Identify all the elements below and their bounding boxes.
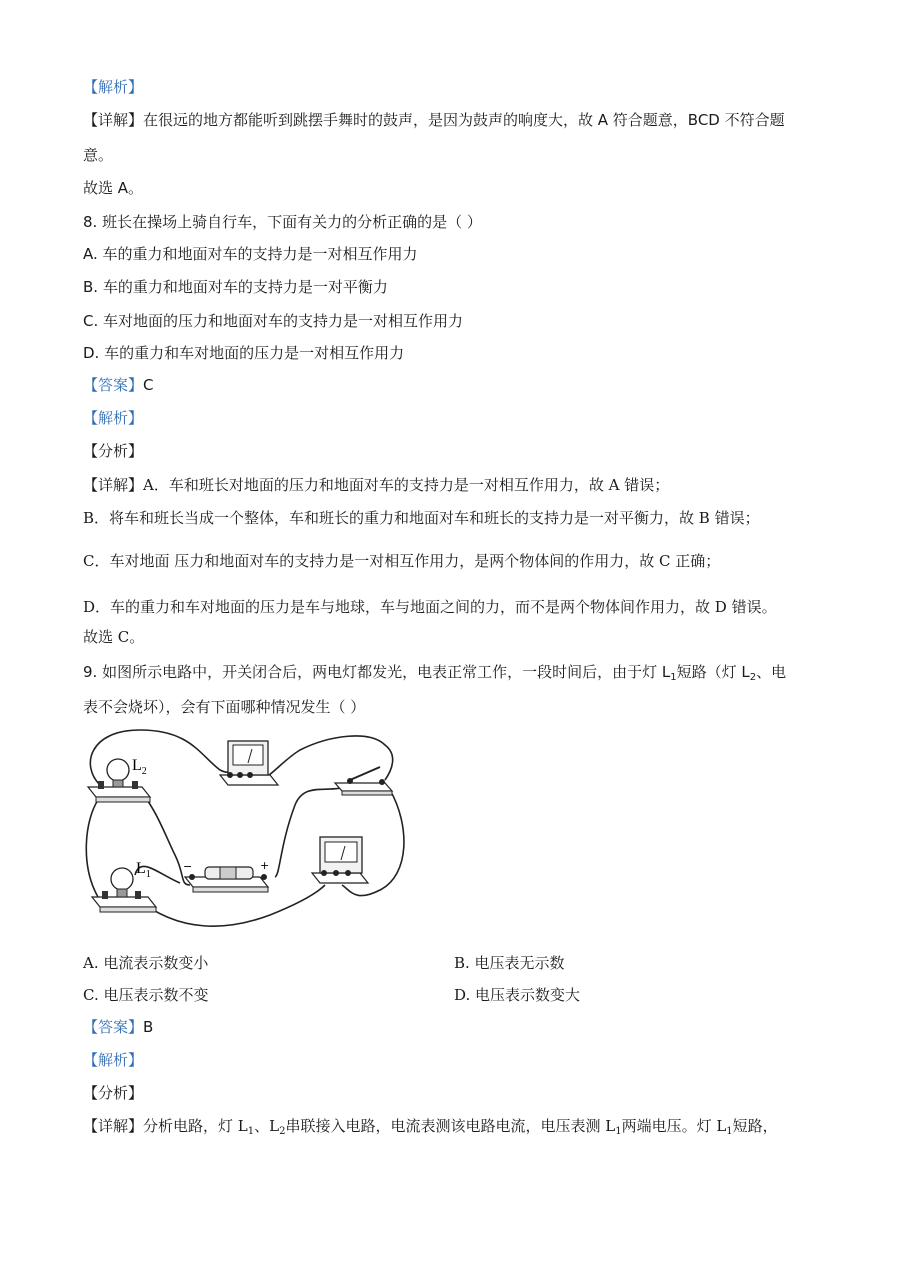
lamp-l2-label: $L_2$: [132, 757, 147, 777]
question-8-option-a: A. 车的重力和地面对车的支持力是一对相互作用力: [83, 245, 418, 263]
wire: [86, 800, 98, 897]
switch: [335, 767, 392, 795]
battery-plus-label: +: [260, 859, 270, 872]
question-8-option-d: D. 车的重力和车对地面的压力是一对相互作用力: [83, 344, 405, 362]
answer-tag: 【答案】: [83, 1018, 144, 1036]
question-8-fenxi-label: 【分析】: [83, 442, 144, 460]
question-9-jiexi-label: 【解析】: [83, 1051, 144, 1069]
detail-text: 【详解】在很远的地方都能听到跳摆手舞时的鼓声，是因为鼓声的响度大，故 A 符合题意，BCD 不符合题: [83, 111, 785, 129]
question-9-stem: 9. 如图所示电路中，开关闭合后，两电灯都发光，电表正常工作，一段时间后，由于灯 $L_1$短路（灯 $L_2$、电: [83, 663, 787, 683]
ammeter: [220, 741, 278, 785]
question-8-stem: 8. 班长在操场上骑自行车，下面有关力的分析正确的是（ ）: [83, 213, 482, 231]
question-8-answer: [83, 375, 154, 395]
question-9-option-b: B. 电压表无示数: [454, 954, 565, 972]
detail-text-continued: 意。: [83, 146, 114, 164]
answer-value: B: [143, 1018, 154, 1036]
question-8-detail-d: D．车的重力和车对地面的压力是车与地球，车与地面之间的力，而不是两个物体间作用力，故 D 错误。: [83, 598, 777, 616]
question-9-stem-line2: 表不会烧坏），会有下面哪种情况发生（ ）: [83, 698, 366, 716]
battery-minus-label: −: [183, 860, 193, 873]
question-8-jiexi-label: 【解析】: [83, 409, 144, 427]
question-9-option-d: D. 电压表示数变大: [454, 986, 581, 1004]
answer-tag: 【答案】: [83, 376, 144, 394]
jiexi-label: 【解析】: [83, 78, 144, 96]
question-9-detail: 【详解】分析电路，灯 $L_1$、$L_2$串联接入电路，电流表测该电路电流，电压表测 $L_1$两端电压。灯 $L_1$短路，: [83, 1117, 778, 1137]
lamp-l1-label: $L_1$: [136, 860, 151, 880]
question-8-conclusion: 故选 C。: [83, 628, 145, 646]
question-8-detail-b: B．将车和班长当成一个整体，车和班长的重力和地面对车和班长的支持力是一对平衡力，故 B 错误；: [83, 509, 760, 527]
question-9-option-c: C. 电压表示数不变: [83, 986, 209, 1004]
question-8-detail-c: C．车对地面 压力和地面对车的支持力是一对相互作用力，是两个物体间的作用力，故 C 正确；: [83, 552, 721, 570]
battery: [185, 867, 268, 892]
circuit-diagram: [80, 725, 420, 935]
question-9-option-a: A. 电流表示数变小: [83, 954, 209, 972]
voltmeter: [312, 837, 368, 883]
question-8-option-b: B. 车的重力和地面对车的支持力是一对平衡力: [83, 278, 388, 296]
question-8-detail-a: 【详解】A．车和班长对地面的压力和地面对车的支持力是一对相互作用力，故 A 错误；: [83, 476, 670, 494]
answer-value: C: [143, 376, 154, 394]
question-9-answer: [83, 1017, 153, 1037]
conclusion-text: 故选 A。: [83, 179, 144, 197]
question-8-option-c: C. 车对地面的压力和地面对车的支持力是一对相互作用力: [83, 312, 464, 330]
question-9-fenxi-label: 【分析】: [83, 1084, 144, 1102]
